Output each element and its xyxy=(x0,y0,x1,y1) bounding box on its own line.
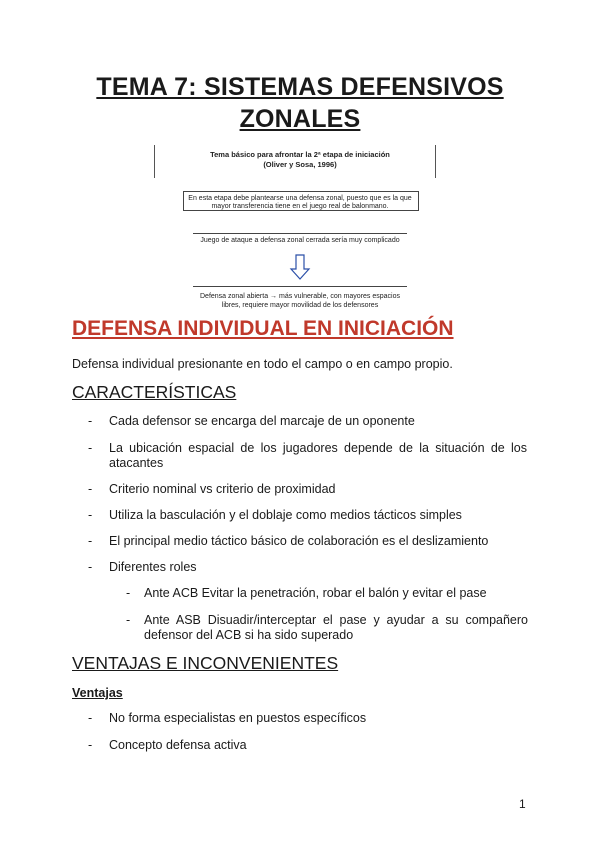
bullet-dash: - xyxy=(88,441,93,455)
list-item-text: El principal medio táctico básico de colaboración es el deslizamiento xyxy=(109,534,489,548)
subheading-ventajas: Ventajas xyxy=(72,686,123,700)
sub-list-item-text: Ante ASB Disuadir/interceptar el pase y ayudar a su compañero defensor del ACB si ha sido superado xyxy=(144,613,528,642)
bullet-dash: - xyxy=(88,738,93,752)
diagram-theme-text: Tema básico para afrontar la 2ª etapa de iniciación xyxy=(210,150,390,159)
diagram-divider xyxy=(193,233,407,234)
diagram-theme-citation: (Oliver y Sosa, 1996) xyxy=(263,160,337,169)
list-item-text: Criterio nominal vs criterio de proximidad xyxy=(109,482,336,496)
page-title-line1: TEMA 7: SISTEMAS DEFENSIVOS xyxy=(96,73,504,101)
list-item-text: Cada defensor se encarga del marcaje de un oponente xyxy=(109,414,415,428)
diagram-stage-text-2: mayor transferencia tiene en el juego real de balonmano. xyxy=(211,203,389,210)
bullet-dash: - xyxy=(88,508,93,522)
diagram-divider-2 xyxy=(193,286,407,287)
section-heading-defensa-individual: DEFENSA INDIVIDUAL EN INICIACIÓN xyxy=(72,317,454,340)
down-arrow-icon xyxy=(289,254,311,280)
bullet-dash: - xyxy=(126,613,131,627)
diagram-open-zone-text-1: Defensa zonal abierta → más vulnerable, con mayores espacios xyxy=(200,293,400,300)
bullet-dash: - xyxy=(126,586,131,600)
diagram-open-zone-text-2: libres, requiere mayor movilidad de los defensores xyxy=(221,302,379,309)
bullet-dash: - xyxy=(88,414,93,428)
page-title-line2: ZONALES xyxy=(239,105,361,133)
heading-caracteristicas: CARACTERÍSTICAS xyxy=(72,382,237,402)
concept-diagram xyxy=(0,140,600,315)
bullet-dash: - xyxy=(88,482,93,496)
diagram-stage-text-1: En esta etapa debe plantearse una defensa zonal, puesto que es la que xyxy=(188,195,412,202)
diagram-closed-zone-text: Juego de ataque a defensa zonal cerrada sería muy complicado xyxy=(200,237,400,244)
bullet-dash: - xyxy=(88,560,93,574)
list-item-text: Utiliza la basculación y el doblaje como medios tácticos simples xyxy=(109,508,462,522)
bullet-dash: - xyxy=(88,711,93,725)
section-intro: Defensa individual presionante en todo el campo o en campo propio. xyxy=(72,357,453,371)
list-item-text: No forma especialistas en puestos específicos xyxy=(109,711,367,725)
sub-list-item-text: Ante ACB Evitar la penetración, robar el balón y evitar el pase xyxy=(144,586,487,600)
list-item-text: Concepto defensa activa xyxy=(109,738,247,752)
page-number: 1 xyxy=(519,797,526,811)
heading-ventajas-inconvenientes: VENTAJAS E INCONVENIENTES xyxy=(72,653,339,673)
bullet-dash: - xyxy=(88,534,93,548)
list-item-text: La ubicación espacial de los jugadores depende de la situación de los atacantes xyxy=(109,441,527,470)
list-item-text: Diferentes roles xyxy=(109,560,197,574)
